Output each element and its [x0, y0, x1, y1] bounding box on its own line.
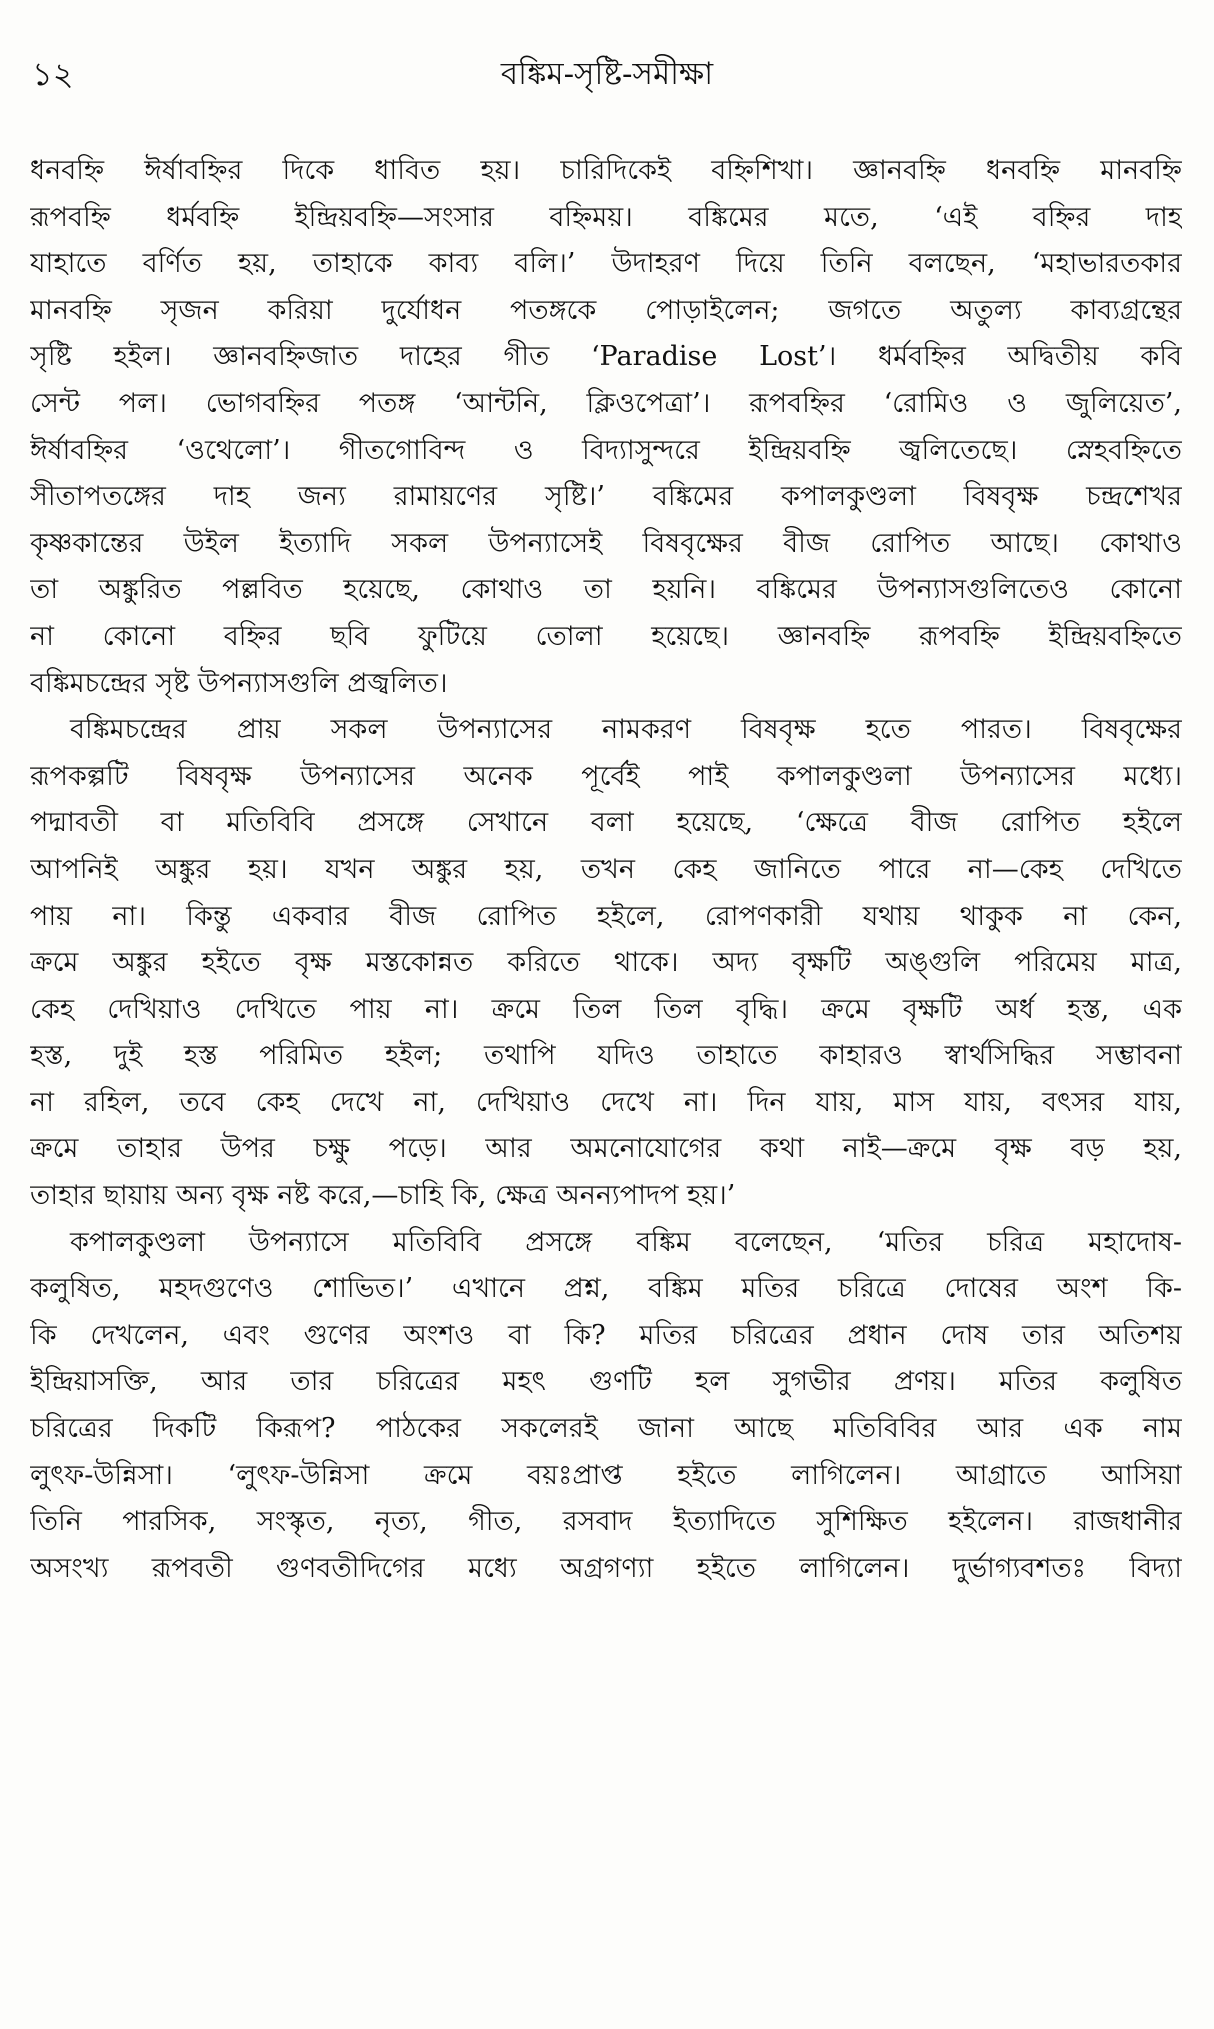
running-title: বঙ্কিম-সৃষ্টি-সমীক্ষা	[500, 56, 714, 92]
text-line: পদ্মাবতী বা মতিবিবি প্রসঙ্গে সেখানে বলা হয়েছে, ‘ক্ষেত্রে বীজ রোপিত হইলে	[30, 807, 1182, 839]
page-header	[32, 44, 1182, 104]
text-line: সেন্ট পল। ভোগবহ্নির পতঙ্গ ‘আন্টনি, ক্লিওপেত্রা’। রূপবহ্নির ‘রোমিও ও জুলিয়েত’,	[30, 387, 1182, 419]
text-line: কপালকুণ্ডলা উপন্যাসে মতিবিবি প্রসঙ্গে বঙ্কিম বলেছেন, ‘মতির চরিত্র মহাদোষ-	[70, 1226, 1182, 1258]
text-line: তা অঙ্কুরিত পল্লবিত হয়েছে, কোথাও তা হয়নি। বঙ্কিমের উপন্যাসগুলিতেও কোনো	[30, 574, 1182, 606]
text-line: কি দেখলেন, এবং গুণের অংশও বা কি? মতির চরিত্রের প্রধান দোষ তার অতিশয়	[30, 1319, 1182, 1351]
text-line: তাহার ছায়ায় অন্য বৃক্ষ নষ্ট করে,—চাহি কি, ক্ষেত্র অনন্যপাদপ হয়।’	[30, 1180, 736, 1212]
text-line: ইন্দ্রিয়াসক্তি, আর তার চরিত্রের মহৎ গুণটি হল সুগভীর প্রণয়। মতির কলুষিত	[30, 1366, 1182, 1398]
text-line: না কোনো বহ্নির ছবি ফুটিয়ে তোলা হয়েছে। জ্ঞানবহ্নি রূপবহ্নি ইন্দ্রিয়বহ্নিতে	[30, 620, 1182, 652]
text-line: বঙ্কিমচন্দ্রের সৃষ্ট উপন্যাসগুলি প্রজ্বলিত।	[30, 667, 448, 699]
text-line: ক্রমে তাহার উপর চক্ষু পড়ে। আর অমনোযোগের কথা নাই—ক্রমে বৃক্ষ বড় হয়,	[30, 1133, 1182, 1165]
text-line: আপনিই অঙ্কুর হয়। যখন অঙ্কুর হয়, তখন কেহ জানিতে পারে না—কেহ দেখিতে	[30, 853, 1182, 885]
text-line: কৃষ্ণকান্তের উইল ইত্যাদি সকল উপন্যাসেই বিষবৃক্ষের বীজ রোপিত আছে। কোথাও	[30, 527, 1182, 559]
text-line: পায় না। কিন্তু একবার বীজ রোপিত হইলে, রোপণকারী যথায় থাকুক না কেন,	[30, 900, 1182, 932]
text-line: তিনি পারসিক, সংস্কৃত, নৃত্য, গীত, রসবাদ ইত্যাদিতে সুশিক্ষিত হইলেন। রাজধানীর	[30, 1506, 1182, 1538]
text-line: যাহাতে বর্ণিত হয়, তাহাকে কাব্য বলি।’ উদাহরণ দিয়ে তিনি বলছেন, ‘মহাভারতকার	[30, 248, 1182, 280]
body-text	[30, 148, 1182, 1592]
text-line: হস্ত, দুই হস্ত পরিমিত হইল; তথাপি যদিও তাহাতে কাহারও স্বার্থসিদ্ধির সম্ভাবনা	[30, 1040, 1182, 1072]
text-line: চরিত্রের দিকটি কিরূপ? পাঠকের সকলেরই জানা আছে মতিবিবির আর এক নাম	[30, 1413, 1182, 1445]
text-line: কেহ দেখিয়াও দেখিতে পায় না। ক্রমে তিল তিল বৃদ্ধি। ক্রমে বৃক্ষটি অর্ধ হস্ত, এক	[30, 993, 1182, 1025]
text-line: কলুষিত, মহদগুণেও শোভিত।’ এখানে প্রশ্ন, বঙ্কিম মতির চরিত্রে দোষের অংশ কি-	[30, 1273, 1182, 1305]
text-line: সীতাপতঙ্গের দাহ জন্য রামায়ণের সৃষ্টি।’ বঙ্কিমের কপালকুণ্ডলা বিষবৃক্ষ চন্দ্রশেখর	[30, 481, 1182, 513]
text-line: সৃষ্টি হইল। জ্ঞানবহ্নিজাত দাহের গীত ‘Paradise Lost’। ধর্মবহ্নির অদ্বিতীয় কবি	[30, 341, 1182, 373]
text-line: মানবহ্নি সৃজন করিয়া দুর্যোধন পতঙ্গকে পোড়াইলেন; জগতে অতুল্য কাব্যগ্রন্থের	[30, 294, 1182, 326]
text-line: রূপবহ্নি ধর্মবহ্নি ইন্দ্রিয়বহ্নি—সংসার বহ্নিময়। বঙ্কিমের মতে, ‘এই বহ্নির দাহ	[30, 201, 1182, 233]
page-number: ১২	[32, 55, 74, 93]
text-line: ক্রমে অঙ্কুর হইতে বৃক্ষ মস্তকোন্নত করিতে থাকে। অদ্য বৃক্ষটি অঙ্গুলি পরিমেয় মাত্র,	[30, 947, 1182, 979]
text-line: লুৎফ-উন্নিসা। ‘লুৎফ-উন্নিসা ক্রমে বয়ঃপ্রাপ্ত হইতে লাগিলেন। আগ্রাতে আসিয়া	[30, 1459, 1182, 1491]
text-line: অসংখ্য রূপবতী গুণবতীদিগের মধ্যে অগ্রগণ্যা হইতে লাগিলেন। দুর্ভাগ্যবশতঃ বিদ্যা	[30, 1552, 1182, 1584]
text-line: ধনবহ্নি ঈর্ষাবহ্নির দিকে ধাবিত হয়। চারিদিকেই বহ্নিশিখা। জ্ঞানবহ্নি ধনবহ্নি মানবহ্নি	[30, 155, 1182, 186]
text-line: রূপকল্পটি বিষবৃক্ষ উপন্যাসের অনেক পূর্বেই পাই কপালকুণ্ডলা উপন্যাসের মধ্যে।	[30, 760, 1182, 792]
text-line: বঙ্কিমচন্দ্রের প্রায় সকল উপন্যাসের নামকরণ বিষবৃক্ষ হতে পারত। বিষবৃক্ষের	[70, 714, 1182, 746]
text-line: ঈর্ষাবহ্নির ‘ওথেলো’। গীতগোবিন্দ ও বিদ্যাসুন্দরে ইন্দ্রিয়বহ্নি জ্বলিতেছে। স্নেহবহ্নিতে	[30, 434, 1182, 466]
text-line: না রহিল, তবে কেহ দেখে না, দেখিয়াও দেখে না। দিন যায়, মাস যায়, বৎসর যায়,	[30, 1086, 1182, 1118]
